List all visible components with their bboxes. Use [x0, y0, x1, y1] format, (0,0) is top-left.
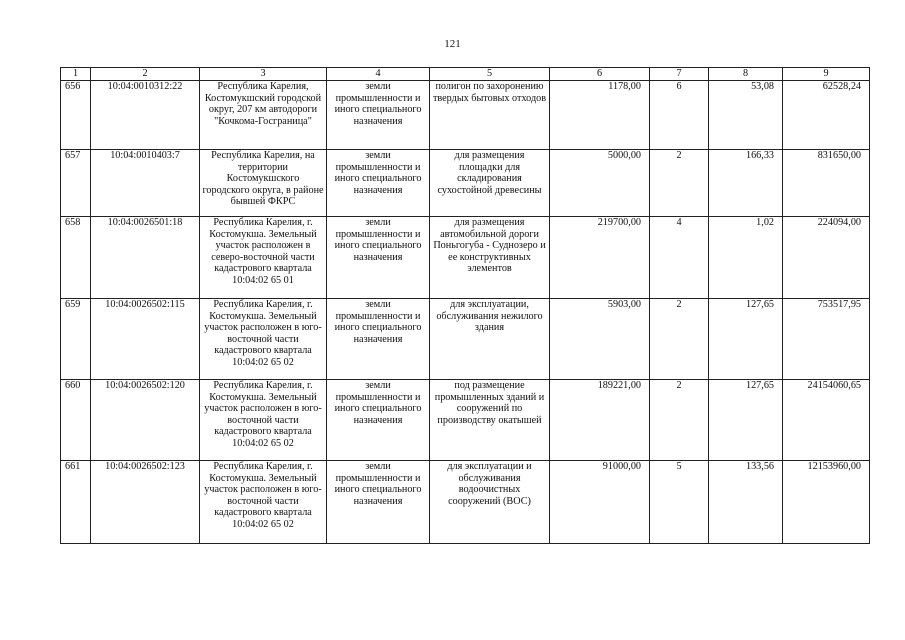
column-header-4: 4	[327, 68, 430, 81]
group-cell: 4	[650, 217, 709, 299]
permitted-use-cell: для размещения площадки для складирования сухостойной древесины	[430, 150, 550, 217]
column-header-8: 8	[709, 68, 783, 81]
cadastral-value-cell: 24154060,65	[783, 380, 870, 461]
area-cell: 91000,00	[550, 461, 650, 544]
area-cell: 5903,00	[550, 299, 650, 380]
row-number-cell: 660	[61, 380, 91, 461]
cadastral-value-cell: 12153960,00	[783, 461, 870, 544]
table-row	[61, 299, 870, 380]
address-cell: Республика Карелия, на территории Костомукшского городского округа, в районе бывшей ФКРС	[200, 150, 327, 217]
address-cell: Республика Карелия, г. Костомукша. Земельный участок расположен в юго-восточной части кадастрового квартала 10:04:02 65 02	[200, 299, 327, 380]
table-row	[61, 461, 870, 544]
table-row	[61, 217, 870, 299]
permitted-use-cell: под размещение промышленных зданий и сооружений по производству окатышей	[430, 380, 550, 461]
row-number-cell: 656	[61, 81, 91, 150]
group-cell: 5	[650, 461, 709, 544]
cadastral-number-cell: 10:04:0010312:22	[91, 81, 200, 150]
permitted-use-cell: для эксплуатации, обслуживания нежилого здания	[430, 299, 550, 380]
row-number-cell: 658	[61, 217, 91, 299]
rate-cell: 127,65	[709, 299, 783, 380]
column-header-2: 2	[91, 68, 200, 81]
cadastral-number-cell: 10:04:0026501:18	[91, 217, 200, 299]
column-header-1: 1	[61, 68, 91, 81]
cadastral-number-cell: 10:04:0010403:7	[91, 150, 200, 217]
column-header-5: 5	[430, 68, 550, 81]
permitted-use-cell: для эксплуатации и обслуживания водоочистных сооружений (ВОС)	[430, 461, 550, 544]
land-category-cell: земли промышленности и иного специального назначения	[327, 461, 430, 544]
table-row	[61, 380, 870, 461]
address-cell: Республика Карелия, г. Костомукша. Земельный участок расположен в юго-восточной части кадастрового квартала 10:04:02 65 02	[200, 380, 327, 461]
row-number-cell: 659	[61, 299, 91, 380]
land-category-cell: земли промышленности и иного специального назначения	[327, 380, 430, 461]
rate-cell: 166,33	[709, 150, 783, 217]
table-row	[61, 81, 870, 150]
group-cell: 2	[650, 299, 709, 380]
land-category-cell: земли промышленности и иного специального назначения	[327, 150, 430, 217]
land-category-cell: земли промышленности и иного специального назначения	[327, 217, 430, 299]
area-cell: 5000,00	[550, 150, 650, 217]
cadastral-number-cell: 10:04:0026502:120	[91, 380, 200, 461]
land-plot-table	[60, 67, 870, 544]
rate-cell: 133,56	[709, 461, 783, 544]
table-row	[61, 150, 870, 217]
address-cell: Республика Карелия, г. Костомукша. Земельный участок расположен в юго-восточной части кадастрового квартала 10:04:02 65 02	[200, 461, 327, 544]
land-category-cell: земли промышленности и иного специального назначения	[327, 299, 430, 380]
cadastral-number-cell: 10:04:0026502:115	[91, 299, 200, 380]
group-cell: 2	[650, 150, 709, 217]
group-cell: 2	[650, 380, 709, 461]
column-header-6: 6	[550, 68, 650, 81]
land-category-cell: земли промышленности и иного специального назначения	[327, 81, 430, 150]
cadastral-number-cell: 10:04:0026502:123	[91, 461, 200, 544]
address-cell: Республика Карелия, Костомукшский городской округ, 207 км автодороги "Кочкома-Госграница"	[200, 81, 327, 150]
column-header-9: 9	[783, 68, 870, 81]
permitted-use-cell: полигон по захоронению твердых бытовых отходов	[430, 81, 550, 150]
row-number-cell: 657	[61, 150, 91, 217]
row-number-cell: 661	[61, 461, 91, 544]
cadastral-value-cell: 831650,00	[783, 150, 870, 217]
rate-cell: 1,02	[709, 217, 783, 299]
page-number: 121	[444, 38, 461, 50]
group-cell: 6	[650, 81, 709, 150]
cadastral-value-cell: 224094,00	[783, 217, 870, 299]
permitted-use-cell: для размещения автомобильной дороги Поньгогуба - Суднозеро и ее конструктивных элементов	[430, 217, 550, 299]
area-cell: 1178,00	[550, 81, 650, 150]
header-row	[61, 68, 870, 81]
area-cell: 219700,00	[550, 217, 650, 299]
cadastral-value-cell: 62528,24	[783, 81, 870, 150]
address-cell: Республика Карелия, г. Костомукша. Земельный участок расположен в северо-восточной части кадастрового квартала 10:04:02 65 01	[200, 217, 327, 299]
column-header-3: 3	[200, 68, 327, 81]
rate-cell: 53,08	[709, 81, 783, 150]
cadastral-value-cell: 753517,95	[783, 299, 870, 380]
rate-cell: 127,65	[709, 380, 783, 461]
area-cell: 189221,00	[550, 380, 650, 461]
column-header-7: 7	[650, 68, 709, 81]
